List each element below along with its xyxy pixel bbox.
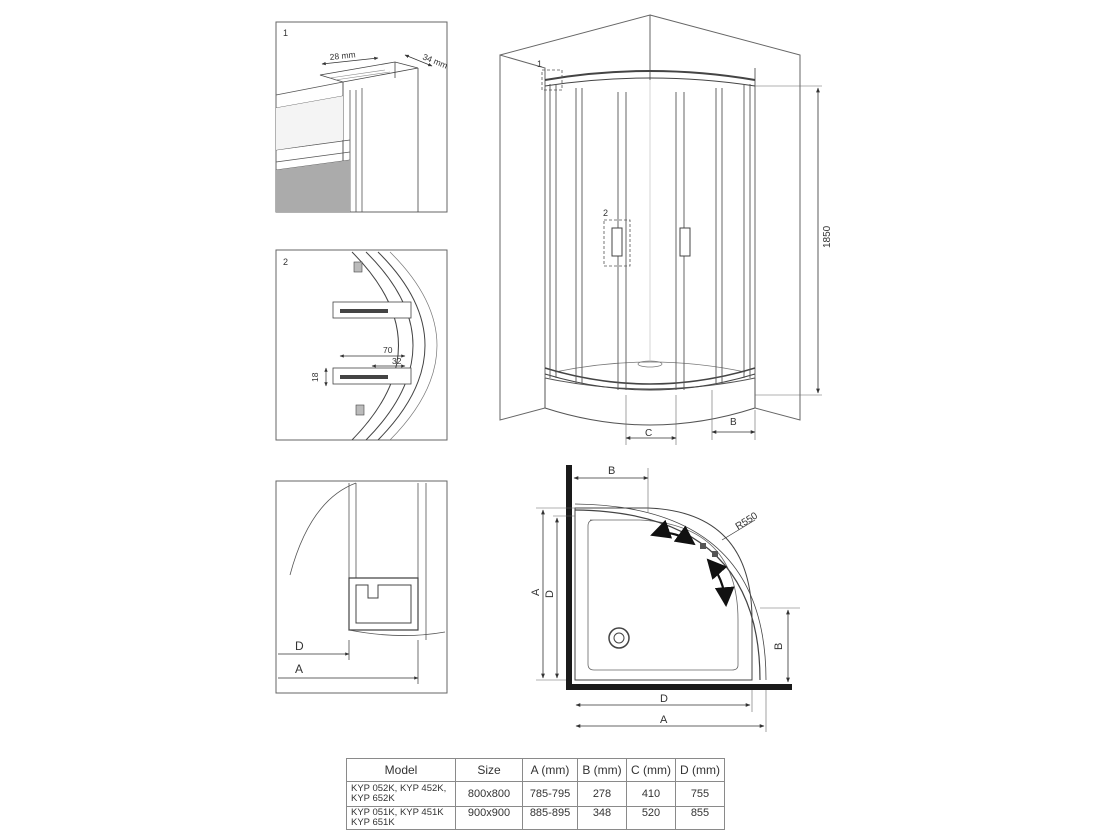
row-size: 900x900 (456, 807, 523, 830)
dim-32: 32 (392, 356, 402, 366)
dim-18: 18 (310, 372, 320, 382)
detail-3-tray-section (276, 481, 447, 693)
plan-label-d-left: D (544, 590, 556, 598)
detail-3-label-a: A (295, 662, 304, 676)
header-b: B (mm) (578, 759, 627, 782)
table-header-row (347, 759, 725, 782)
row-a: 885-895 (523, 807, 578, 830)
header-c: C (mm) (627, 759, 676, 782)
plan-label-b-top: B (608, 465, 616, 477)
detail-1-number: 1 (283, 28, 289, 38)
plan-label-b-right: B (773, 642, 785, 650)
plan-label-a-bottom: A (660, 714, 668, 726)
header-model: Model (347, 759, 456, 782)
header-a: A (mm) (523, 759, 578, 782)
elevation-label-c: C (645, 428, 653, 439)
row-b: 278 (578, 782, 627, 807)
header-d: D (mm) (676, 759, 725, 782)
elevation-view (500, 15, 833, 445)
row-model: KYP 051K, KYP 451K KYP 651K (347, 807, 456, 830)
row-d: 755 (676, 782, 725, 807)
detail-2-number: 2 (283, 257, 289, 267)
detail-1-profile-section (276, 22, 449, 212)
plan-view (530, 465, 800, 732)
plan-label-a-left: A (530, 588, 542, 596)
callout-1: 1 (537, 59, 543, 69)
row-b: 348 (578, 807, 627, 830)
plan-label-d-bottom: D (660, 693, 668, 705)
dim-28mm: 28 mm (329, 49, 357, 62)
row-c: 410 (627, 782, 676, 807)
height-1850: 1850 (822, 225, 833, 248)
row-size: 800x800 (456, 782, 523, 807)
dim-70: 70 (383, 345, 393, 355)
row-d: 855 (676, 807, 725, 830)
dim-34mm: 34 mm (421, 51, 450, 71)
row-model: KYP 052K, KYP 452K, KYP 652K (347, 782, 456, 807)
dimensions-table (346, 758, 725, 830)
table-row (347, 807, 725, 830)
row-a: 785-795 (523, 782, 578, 807)
callout-2: 2 (603, 208, 609, 218)
elevation-label-b: B (730, 417, 737, 428)
header-size: Size (456, 759, 523, 782)
detail-2-handle-section (276, 250, 447, 440)
detail-3-label-d: D (295, 639, 304, 653)
plan-radius: R550 (733, 510, 760, 533)
table-row (347, 782, 725, 807)
row-c: 520 (627, 807, 676, 830)
